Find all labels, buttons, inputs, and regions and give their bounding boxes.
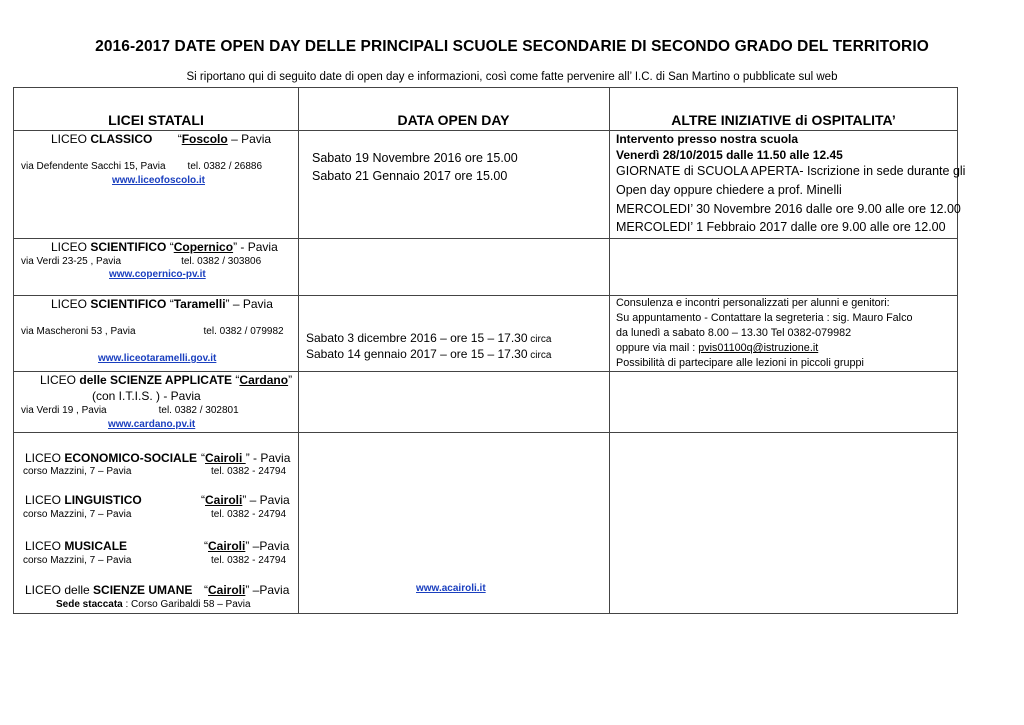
row-divider [14,130,957,131]
page-subtitle: Si riportano qui di seguito date di open day e informazioni, così come fatte pervenire all’ I.C. di San Martino o pubblicate sul web [186,71,838,83]
info-line: Possibilità di partecipare alle lezioni in piccoli gruppi [616,357,864,369]
column-divider [609,88,610,613]
website-link-cardano[interactable]: www.cardano.pv.it [108,419,196,430]
school-name-copernico: LICEO SCIENTIFICO “Copernico” - Pavia [51,240,278,254]
info-line: oppure via mail : pvis01100q@istruzione.it [616,342,819,354]
school-phone-cairoli: tel. 0382 - 24794 [211,555,287,566]
school-name-classico: LICEO CLASSICO “Foscolo – Pavia [51,132,272,146]
open-day-date: Sabato 21 Gennaio 2017 ore 15.00 [312,169,508,183]
website-link-classico[interactable]: www.liceofoscolo.it [112,175,205,186]
info-line: Intervento presso nostra scuola [616,132,799,146]
school-address-taramelli: via Mascheroni 53 , Pavia tel. 0382 / 079982 [21,326,284,337]
info-line: Consulenza e incontri personalizzati per alunni e genitori: [616,297,890,309]
school-name-musicale: LICEO MUSICALE [25,539,128,553]
info-line: Open day oppure chiedere a prof. Minelli [616,183,842,197]
school-name-cardano: LICEO delle SCIENZE APPLICATE “Cardano” [40,373,293,387]
school-name-economico-sociale: LICEO ECONOMICO-SOCIALE [25,451,198,465]
website-link-cairoli[interactable]: www.acairoli.it [416,583,486,594]
school-name-linguistico: LICEO LINGUISTICO [25,493,142,507]
open-day-table [13,87,966,614]
row-divider [14,432,957,433]
row-divider [14,371,957,372]
school-address-copernico: via Verdi 23-25 , Pavia tel. 0382 / 303806 [21,256,262,267]
school-address-cairoli: corso Mazzini, 7 – Pavia [23,555,132,566]
info-line: Su appuntamento - Contattare la segreteria : sig. Mauro Falco [616,312,913,324]
sede-staccata: Sede staccata : Corso Garibaldi 58 – Pavia [56,599,251,610]
open-day-date: Sabato 3 dicembre 2016 – ore 15 – 17.30 circa [306,331,552,345]
row-divider [14,238,957,239]
school-name-taramelli: LICEO SCIENTIFICO “Taramelli” – Pavia [51,297,273,311]
school-branch-cairoli: “Cairoli” –Pavia [204,583,290,597]
school-subtitle-cardano: (con I.T.I.S. ) - Pavia [92,389,201,403]
header-licei-statali: LICEI STATALI [108,112,204,128]
column-divider [298,88,299,613]
school-branch-cairoli: “Cairoli” – Pavia [201,493,290,507]
school-address-cairoli: corso Mazzini, 7 – Pavia [23,466,132,477]
info-line: MERCOLEDI’ 30 Novembre 2016 dalle ore 9.00 alle ore 12.00 [616,202,961,216]
header-altre-iniziative: ALTRE INIZIATIVE di OSPITALITA’ [671,112,896,128]
info-line: da lunedì a sabato 8.00 – 13.30 Tel 0382-079982 [616,327,852,339]
open-day-date: Sabato 14 gennaio 2017 – ore 15 – 17.30 circa [306,347,552,361]
website-link-taramelli[interactable]: www.liceotaramelli.gov.it [98,353,217,364]
school-address-classico: via Defendente Sacchi 15, Pavia tel. 0382 / 26886 [21,161,263,172]
header-data-open-day: DATA OPEN DAY [397,112,510,128]
school-branch-cairoli: “Cairoli” –Pavia [204,539,290,553]
info-line: Venerdì 28/10/2015 dalle 11.50 alle 12.45 [616,148,843,162]
school-address-cairoli: corso Mazzini, 7 – Pavia [23,509,132,520]
school-phone-cairoli: tel. 0382 - 24794 [211,466,287,477]
school-branch-cairoli: “Cairoli ” - Pavia [201,451,291,465]
page-title: 2016-2017 DATE OPEN DAY DELLE PRINCIPALI SCUOLE SECONDARIE DI SECONDO GRADO DEL TERRITORIO [95,38,929,55]
open-day-date: Sabato 19 Novembre 2016 ore 15.00 [312,151,518,165]
website-link-copernico[interactable]: www.copernico-pv.it [109,269,206,280]
row-divider [14,295,957,296]
info-line: GIORNATE di SCUOLA APERTA- Iscrizione in sede durante gli [616,164,966,178]
school-phone-cairoli: tel. 0382 - 24794 [211,509,287,520]
school-name-scienze-umane: LICEO delle SCIENZE UMANE [25,583,193,597]
email-link[interactable]: pvis01100q@istruzione.it [698,342,819,354]
school-address-cardano: via Verdi 19 , Pavia tel. 0382 / 302801 [21,405,239,416]
info-line: MERCOLEDI’ 1 Febbraio 2017 dalle ore 9.00 alle ore 12.00 [616,220,946,234]
